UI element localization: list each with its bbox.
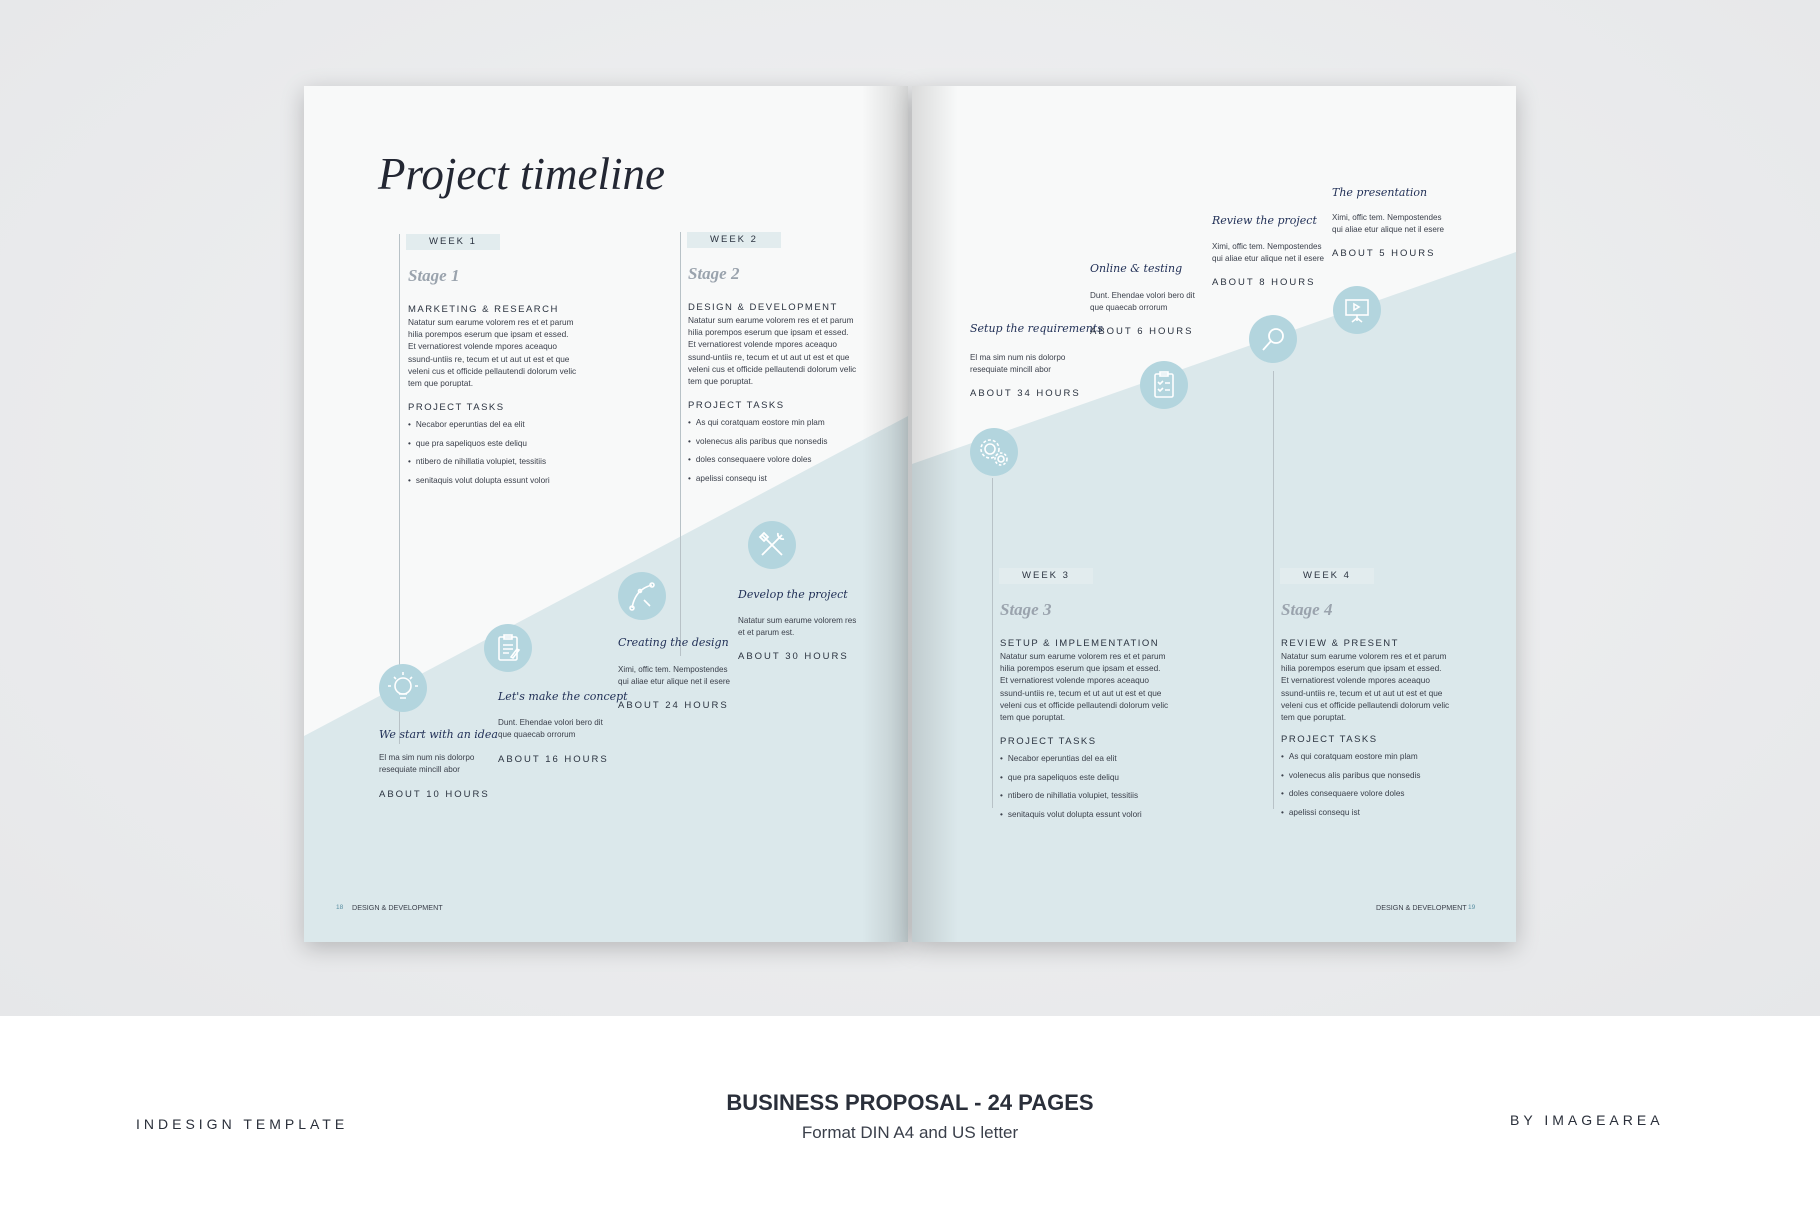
page-number: 18	[336, 904, 344, 911]
step-title: The presentation	[1332, 186, 1428, 199]
stage-description: Natatur sum earume volorem res et et parum hilia porempos eserum que ipsam et essed. Et vernatiorest volende mpores aceaquo ssund-untiis re, tecum et ut aut ut est et que veleni cus et officide pellautendi dolorum velic tem que poruptat.	[408, 317, 577, 389]
week-label: WEEK 3	[999, 568, 1093, 584]
author-label: BY IMAGEAREA	[1510, 1112, 1664, 1128]
stage-description: Natatur sum earume volorem res et et parum hilia porempos eserum que ipsam et essed. Et vernatiorest volende mpores aceaquo ssund-untiis re, tecum et ut aut ut est et que veleni cus et officide pellautendi dolorum velic tem que poruptat.	[1281, 651, 1450, 723]
template-type-label: INDESIGN TEMPLATE	[136, 1116, 349, 1132]
step-title: We start with an idea	[379, 728, 498, 741]
stage-description: Natatur sum earume volorem res et et parum hilia porempos eserum que ipsam et essed. Et vernatiorest volende mpores aceaquo ssund-untiis re, tecum et ut aut ut est et que veleni cus et officide pellautendi dolorum velic tem que poruptat.	[688, 315, 857, 387]
tasks-heading: PROJECT TASKS	[1281, 734, 1378, 745]
step-title: Develop the project	[738, 588, 848, 601]
task-list	[1281, 752, 1420, 826]
step-description: Dunt. Ehendae volori bero dit que quaecab orrorum	[498, 718, 603, 740]
week-label: WEEK 1	[406, 234, 500, 250]
checklist-icon	[1140, 361, 1188, 409]
step-hours: ABOUT 34 HOURS	[970, 388, 1081, 399]
timeline-line	[1273, 371, 1274, 809]
list-item: • As qui coratquam eostore min plam	[688, 418, 827, 437]
presentation-icon	[1333, 286, 1381, 334]
step-description: Ximi, offic tem. Nempostendes qui aliae etur alique net il esere	[618, 665, 731, 687]
list-item: • As qui coratquam eostore min plam	[1281, 752, 1420, 771]
task-list	[1000, 754, 1142, 828]
list-item: • doles consequaere volore doles	[688, 455, 827, 474]
tasks-heading: PROJECT TASKS	[408, 402, 505, 413]
list-item: • doles consequaere volore doles	[1281, 789, 1420, 808]
page-footer: DESIGN & DEVELOPMENT	[1376, 903, 1467, 912]
timeline-line	[680, 232, 681, 656]
stage-title: Stage 1	[408, 266, 460, 285]
tools-icon	[748, 521, 796, 569]
magnifier-icon	[1249, 315, 1297, 363]
step-description: El ma sim num nis dolorpo resequiate mincill abor	[970, 353, 1066, 375]
step-hours: ABOUT 30 HOURS	[738, 651, 849, 662]
page-number: 19	[1468, 904, 1476, 911]
step-description: Natatur sum earume volorem res et et parum est.	[738, 616, 857, 638]
stage-heading: SETUP & IMPLEMENTATION	[1000, 638, 1160, 649]
step-description: Ximi, offic tem. Nempostendes qui aliae etur alique net il esere	[1332, 213, 1445, 235]
stage-heading: DESIGN & DEVELOPMENT	[688, 302, 838, 313]
list-item: • volenecus alis paribus que nonsedis	[688, 437, 827, 456]
left-page	[304, 86, 908, 942]
step-hours: ABOUT 8 HOURS	[1212, 277, 1316, 288]
task-list	[688, 418, 827, 492]
step-hours: ABOUT 16 HOURS	[498, 754, 609, 765]
list-item: • ntibero de nihillatia volupiet, tessitiis	[408, 457, 550, 476]
step-title: Online & testing	[1090, 262, 1183, 275]
step-title: Let's make the concept	[498, 690, 628, 703]
list-item: • senitaquis volut dolupta essunt volori	[1000, 810, 1142, 829]
clipboard-icon	[484, 624, 532, 672]
task-list	[408, 420, 550, 494]
list-item: • apelissi consequ ist	[688, 474, 827, 493]
step-hours: ABOUT 5 HOURS	[1332, 248, 1436, 259]
page-title: Project timeline	[378, 149, 665, 199]
step-description: Dunt. Ehendae volori bero dit que quaecab orrorum	[1090, 291, 1195, 313]
diagonal-band	[304, 86, 908, 942]
list-item: • senitaquis volut dolupta essunt volori	[408, 476, 550, 495]
gears-icon	[970, 428, 1018, 476]
step-title: Creating the design	[618, 636, 729, 649]
stage-title: Stage 4	[1281, 600, 1333, 619]
right-page	[912, 86, 1516, 942]
stage-title: Stage 2	[688, 264, 740, 283]
step-hours: ABOUT 24 HOURS	[618, 700, 729, 711]
stage-heading: MARKETING & RESEARCH	[408, 304, 559, 315]
step-title: Review the project	[1212, 214, 1317, 227]
page-footer: DESIGN & DEVELOPMENT	[352, 903, 443, 912]
step-title: Setup the requirements	[970, 322, 1103, 335]
stage-title: Stage 3	[1000, 600, 1052, 619]
step-description: El ma sim num nis dolorpo resequiate mincill abor	[379, 753, 475, 775]
week-label: WEEK 2	[687, 232, 781, 248]
product-subtitle: Format DIN A4 and US letter	[801, 1123, 1019, 1142]
step-hours: ABOUT 6 HOURS	[1090, 326, 1194, 337]
step-hours: ABOUT 10 HOURS	[379, 789, 490, 800]
week-label: WEEK 4	[1280, 568, 1374, 584]
list-item: • ntibero de nihillatia volupiet, tessitiis	[1000, 791, 1142, 810]
tasks-heading: PROJECT TASKS	[688, 400, 785, 411]
stage-heading: REVIEW & PRESENT	[1281, 638, 1399, 649]
step-description: Ximi, offic tem. Nempostendes qui aliae etur alique net il esere	[1212, 242, 1325, 264]
list-item: • que pra sapeliquos este deliqu	[1000, 773, 1142, 792]
list-item: • volenecus alis paribus que nonsedis	[1281, 771, 1420, 790]
timeline-line	[992, 478, 993, 808]
product-title: BUSINESS PROPOSAL - 24 PAGES	[726, 1090, 1094, 1115]
list-item: • apelissi consequ ist	[1281, 808, 1420, 827]
lightbulb-icon	[379, 664, 427, 712]
list-item: • que pra sapeliquos este deliqu	[408, 439, 550, 458]
stage-description: Natatur sum earume volorem res et et parum hilia porempos eserum que ipsam et essed. Et vernatiorest volende mpores aceaquo ssund-untiis re, tecum et ut aut ut est et que veleni cus et officide pellautendi dolorum velic tem que poruptat.	[1000, 651, 1169, 723]
list-item: • Necabor eperuntias del ea elit	[1000, 754, 1142, 773]
vector-pen-icon	[618, 572, 666, 620]
list-item: • Necabor eperuntias del ea elit	[408, 420, 550, 439]
tasks-heading: PROJECT TASKS	[1000, 736, 1097, 747]
